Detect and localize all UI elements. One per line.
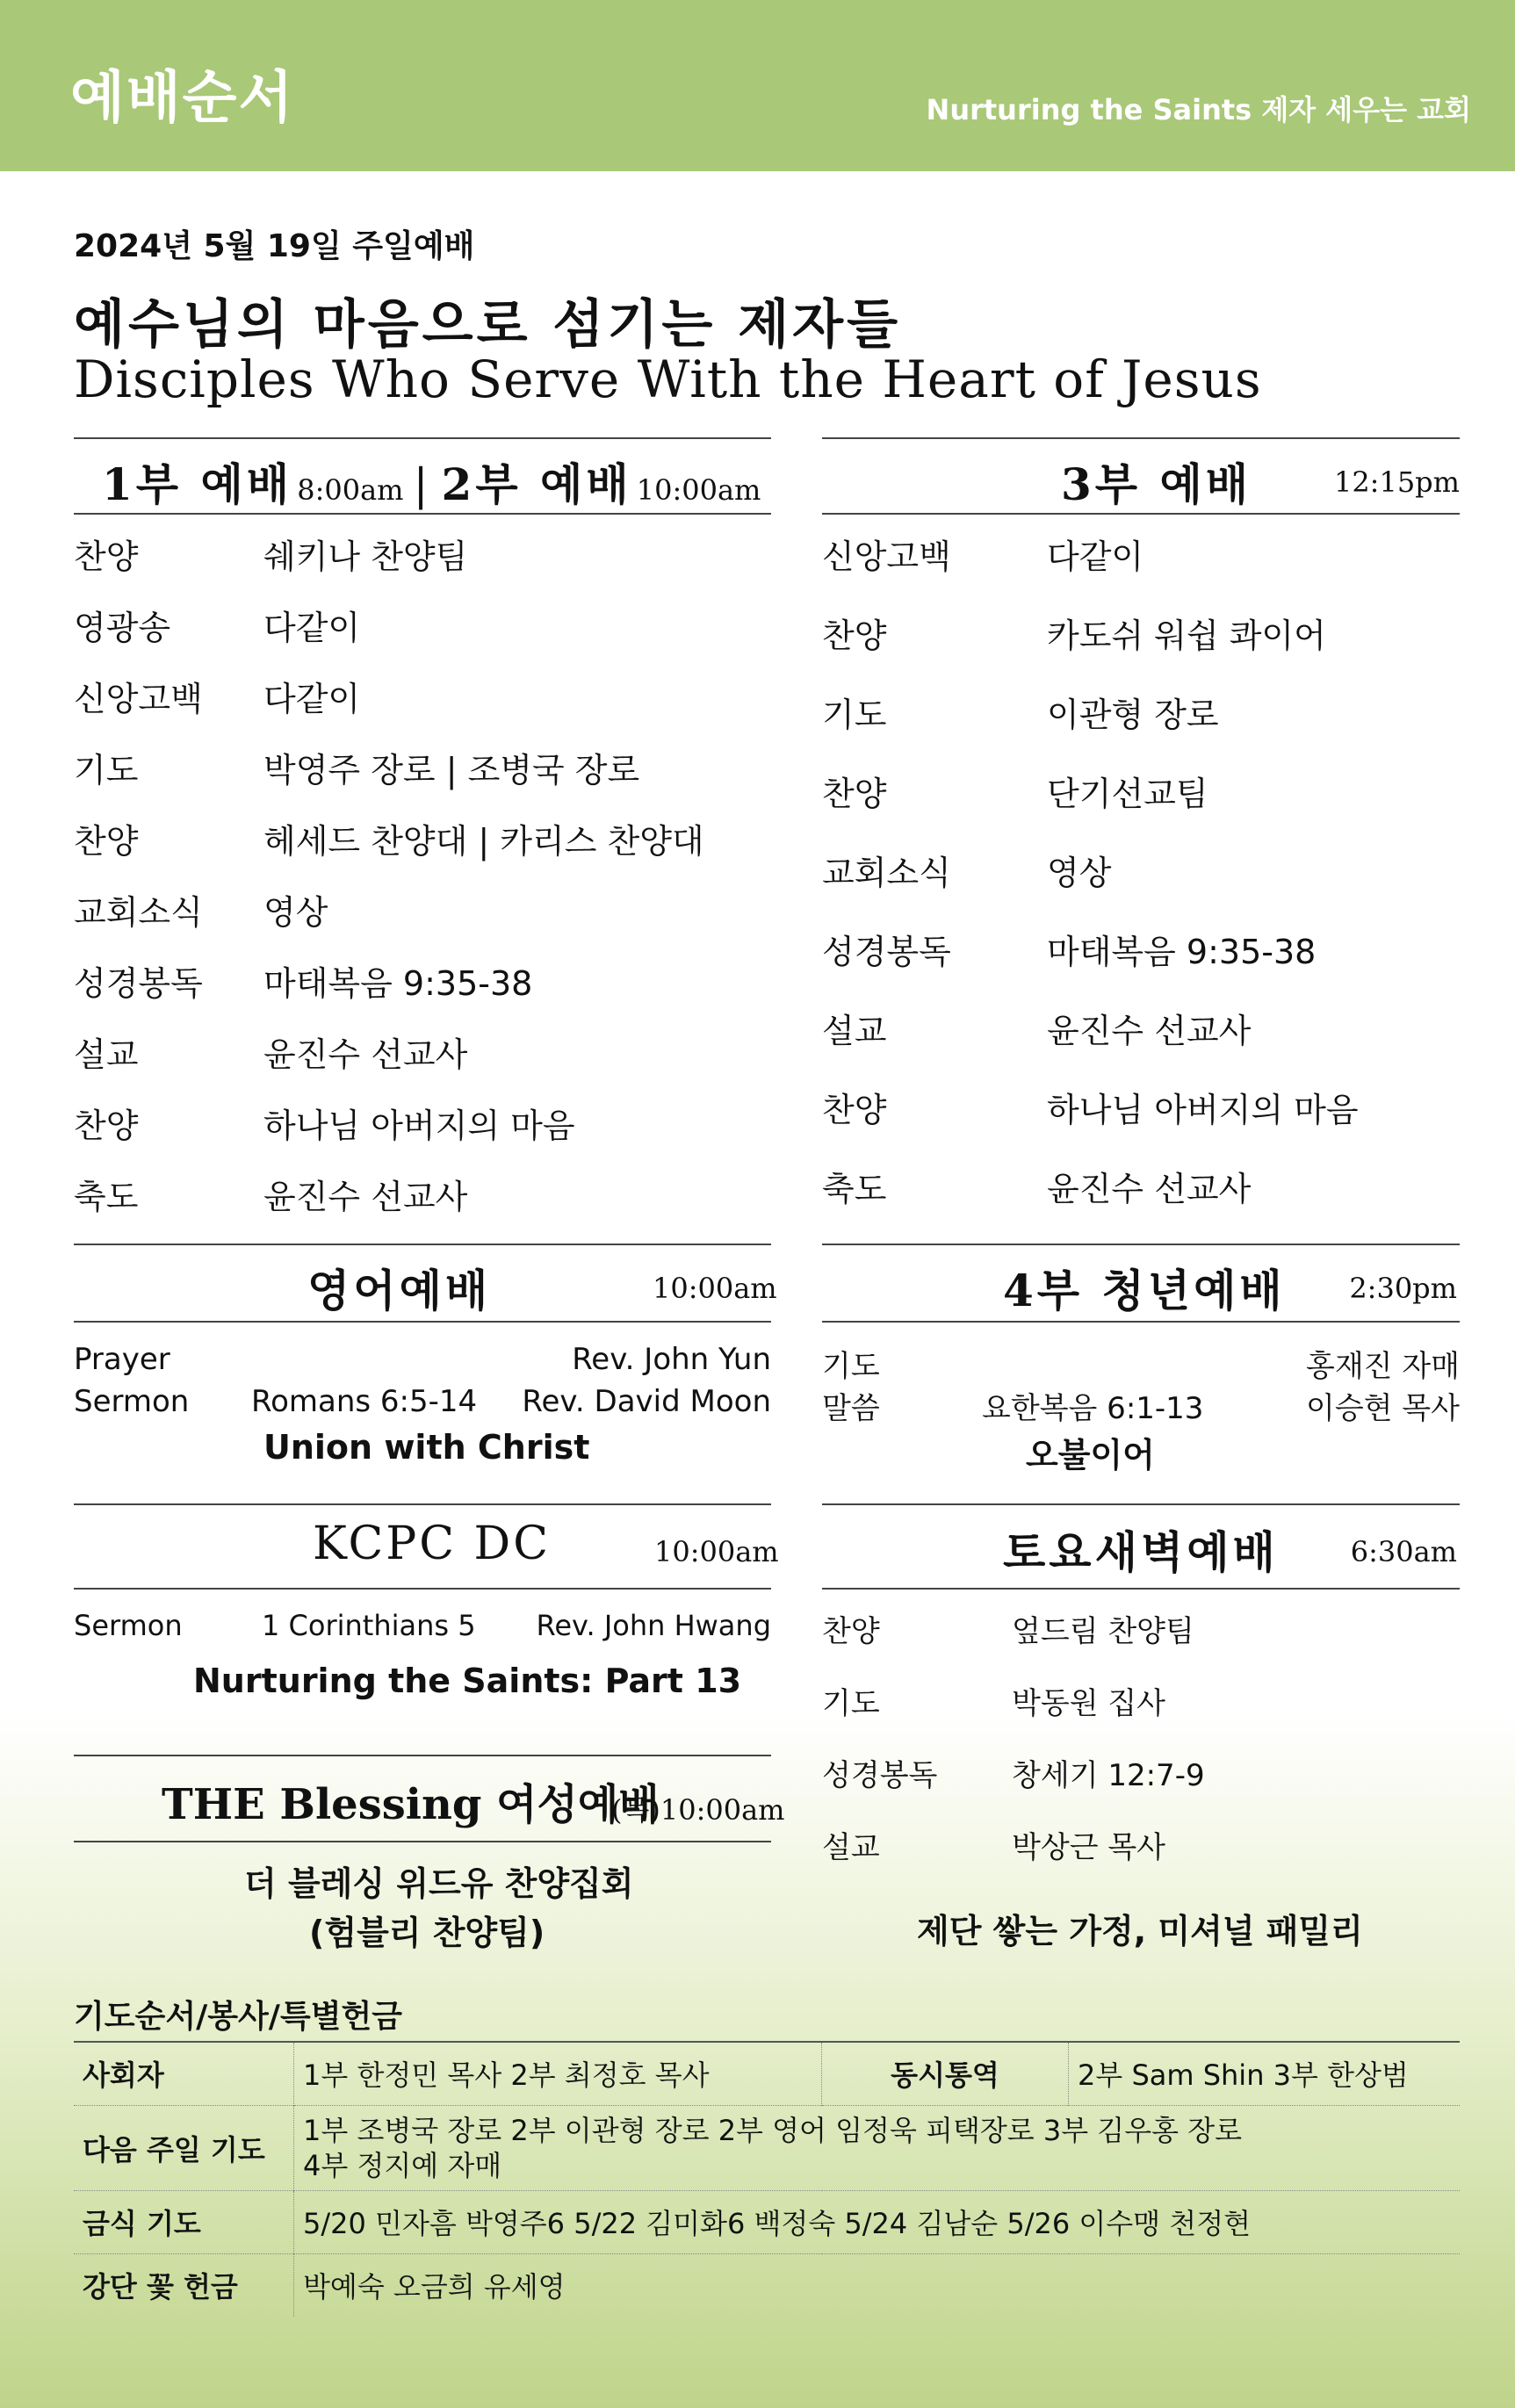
order-label: 기도 [822,696,887,734]
order-label: 찬양 [822,775,887,813]
english-sermon-title: Union with Christ [263,1428,590,1467]
order-value: 마태복음 9:35-38 [263,964,533,1003]
table-row [74,2042,1460,2105]
flower-offering-value: 박예숙 오금희 유세영 [303,2270,566,2304]
english-sermon-name: Rev. David Moon [522,1384,771,1419]
dawn-footer: 제단 쌓는 가정, 미셔널 패밀리 [917,1912,1363,1950]
order-label: 설교 [822,1012,887,1050]
divider [74,1755,771,1756]
order-value: 박영주 장로 | 조병국 장로 [263,751,640,789]
order-value: 영상 [1047,854,1112,892]
divider [74,1841,771,1842]
next-prayer-line1: 1부 조병국 장로 2부 이관형 장로 2부 영어 임정욱 피택장로 3부 김우홍 장로 [303,2113,1243,2147]
order-value: 박상근 목사 [1012,1830,1166,1865]
order-value: 카도쉬 워쉽 콰이어 [1047,616,1326,655]
next-prayer-value [294,2105,1461,2190]
host-value: 1부 한정민 목사 2부 최정호 목사 [294,2042,822,2105]
order-label: 찬양 [822,1091,887,1129]
divider [822,1588,1460,1590]
order-label: 교회소식 [74,893,203,932]
blessing-line1: 더 블레싱 위드유 찬양집회 [244,1864,634,1903]
dawn-service-title: 토요새벽예배 [1003,1526,1279,1578]
dawn-service-time: 6:30am [1350,1535,1457,1568]
flower-offering-label: 강단 꽃 헌금 [74,2253,294,2317]
divider [74,437,771,439]
order-value: 단기선교팀 [1047,775,1208,813]
table-row [74,2253,1460,2317]
kcpc-time: 10:00am [654,1535,779,1568]
english-service-time: 10:00am [653,1272,777,1305]
divider [822,1503,1460,1505]
table-row [74,2190,1460,2253]
order-value: 하나님 아버지의 마음 [1047,1091,1359,1129]
kcpc-sermon-passage: 1 Corinthians 5 [262,1609,476,1642]
blessing-time: (목)10:00am [611,1793,785,1827]
order-label: 축도 [74,1178,139,1216]
youth-prayer-name: 홍재진 자매 [1305,1349,1460,1384]
service2-title: 2부 예배 [441,458,632,510]
youth-service-time: 2:30pm [1349,1272,1457,1305]
youth-word-passage: 요한복음 6:1-13 [982,1391,1204,1426]
youth-word-name: 이승현 목사 [1305,1391,1460,1426]
theme-english: Disciples Who Serve With the Heart of Jesus [74,350,1262,409]
service1-time: 8:00am [297,473,404,507]
order-value: 윤진수 선교사 [1047,1170,1252,1208]
divider [822,513,1460,515]
host-label: 사회자 [74,2042,294,2105]
page-title: 예배순서 [70,66,295,131]
order-value: 이관형 장로 [1047,696,1219,734]
order-label: 찬양 [74,822,139,861]
kcpc-sermon-label: Sermon [74,1609,183,1642]
service1-title: 1부 예배 [102,458,293,510]
order-value: 윤진수 선교사 [263,1035,468,1074]
order-label: 설교 [822,1830,880,1865]
order-label: 기도 [74,751,139,789]
order-label: 설교 [74,1035,139,1074]
order-label: 찬양 [74,1107,139,1145]
divider [74,1244,771,1245]
header-bar [0,0,1515,171]
order-value: 마태복음 9:35-38 [1047,933,1317,971]
service3-time: 12:15pm [1333,465,1460,499]
next-prayer-label: 다음 주일 기도 [74,2105,294,2190]
english-prayer-label: Prayer [74,1342,170,1377]
order-value: 하나님 아버지의 마음 [263,1107,575,1145]
fasting-prayer-label: 금식 기도 [74,2190,294,2253]
english-sermon-label: Sermon [74,1384,190,1419]
next-prayer-line2: 4부 정지예 자매 [303,2148,502,2182]
blessing-line2: (험블리 찬양팀) [309,1914,545,1952]
youth-prayer-label: 기도 [822,1349,880,1384]
order-value: 쉐키나 찬양팀 [263,537,468,576]
youth-service-title: 4부 청년예배 [1003,1265,1286,1316]
kcpc-sermon-title: Nurturing the Saints: Part 13 [193,1662,742,1700]
order-value: 창세기 12:7-9 [1012,1758,1205,1793]
order-value: 다같이 [263,609,361,647]
divider [822,437,1460,439]
order-label: 신앙고백 [822,537,951,576]
order-value: 다같이 [263,680,361,718]
interp-label: 동시통역 [822,2042,1069,2105]
fasting-prayer-value: 5/20 민자흠 박영주6 5/22 김미화6 백정숙 5/24 김남순 5/26 이수맹 천정현 [303,2207,1252,2240]
service3-title: 3부 예배 [1061,458,1252,510]
order-label: 성경봉독 [822,933,951,971]
theme-korean: 예수님의 마음으로 섬기는 제자들 [74,294,902,356]
service-date: 2024년 5월 19일 주일예배 [74,228,475,264]
kcpc-title: KCPC DC [313,1518,552,1570]
service2-time: 10:00am [636,473,761,507]
order-value: 박동원 집사 [1012,1686,1166,1721]
service12-heading [102,450,761,513]
service-separator: | [413,459,432,510]
order-label: 축도 [822,1170,887,1208]
english-sermon-passage: Romans 6:5-14 [251,1384,478,1419]
order-value: 윤진수 선교사 [263,1178,468,1216]
order-label: 찬양 [822,1614,880,1649]
info-table [74,2041,1460,2317]
order-value: 엎드림 찬양팀 [1012,1614,1194,1649]
divider [74,1321,771,1323]
order-label: 성경봉독 [822,1758,938,1793]
order-label: 교회소식 [822,854,951,892]
divider [74,513,771,515]
church-tagline: Nurturing the Saints 제자 세우는 교회 [926,93,1471,126]
divider [74,1503,771,1505]
english-prayer-name: Rev. John Yun [572,1342,771,1377]
order-label: 성경봉독 [74,964,203,1003]
order-label: 신앙고백 [74,680,203,718]
blessing-title: THE Blessing 여성예배 [162,1780,660,1829]
order-value: 다같이 [1047,537,1144,576]
order-label: 찬양 [822,616,887,655]
order-value: 윤진수 선교사 [1047,1012,1252,1050]
order-label: 기도 [822,1686,880,1721]
kcpc-sermon-name: Rev. John Hwang [536,1609,771,1642]
english-service-title: 영어예배 [307,1265,492,1316]
order-value: 영상 [263,893,328,932]
order-label: 찬양 [74,537,139,576]
info-section-title: 기도순서/봉사/특별헌금 [74,1999,403,2035]
table-row [74,2105,1460,2190]
order-value: 헤세드 찬양대 | 카리스 찬양대 [263,822,704,861]
order-label: 영광송 [74,609,171,647]
interp-value: 2부 Sam Shin 3부 한상범 [1078,2058,1409,2093]
youth-word-label: 말씀 [822,1391,880,1426]
divider [822,1244,1460,1245]
youth-sermon-title: 오불이어 [1026,1436,1155,1474]
divider [74,1588,771,1590]
divider [822,1321,1460,1323]
